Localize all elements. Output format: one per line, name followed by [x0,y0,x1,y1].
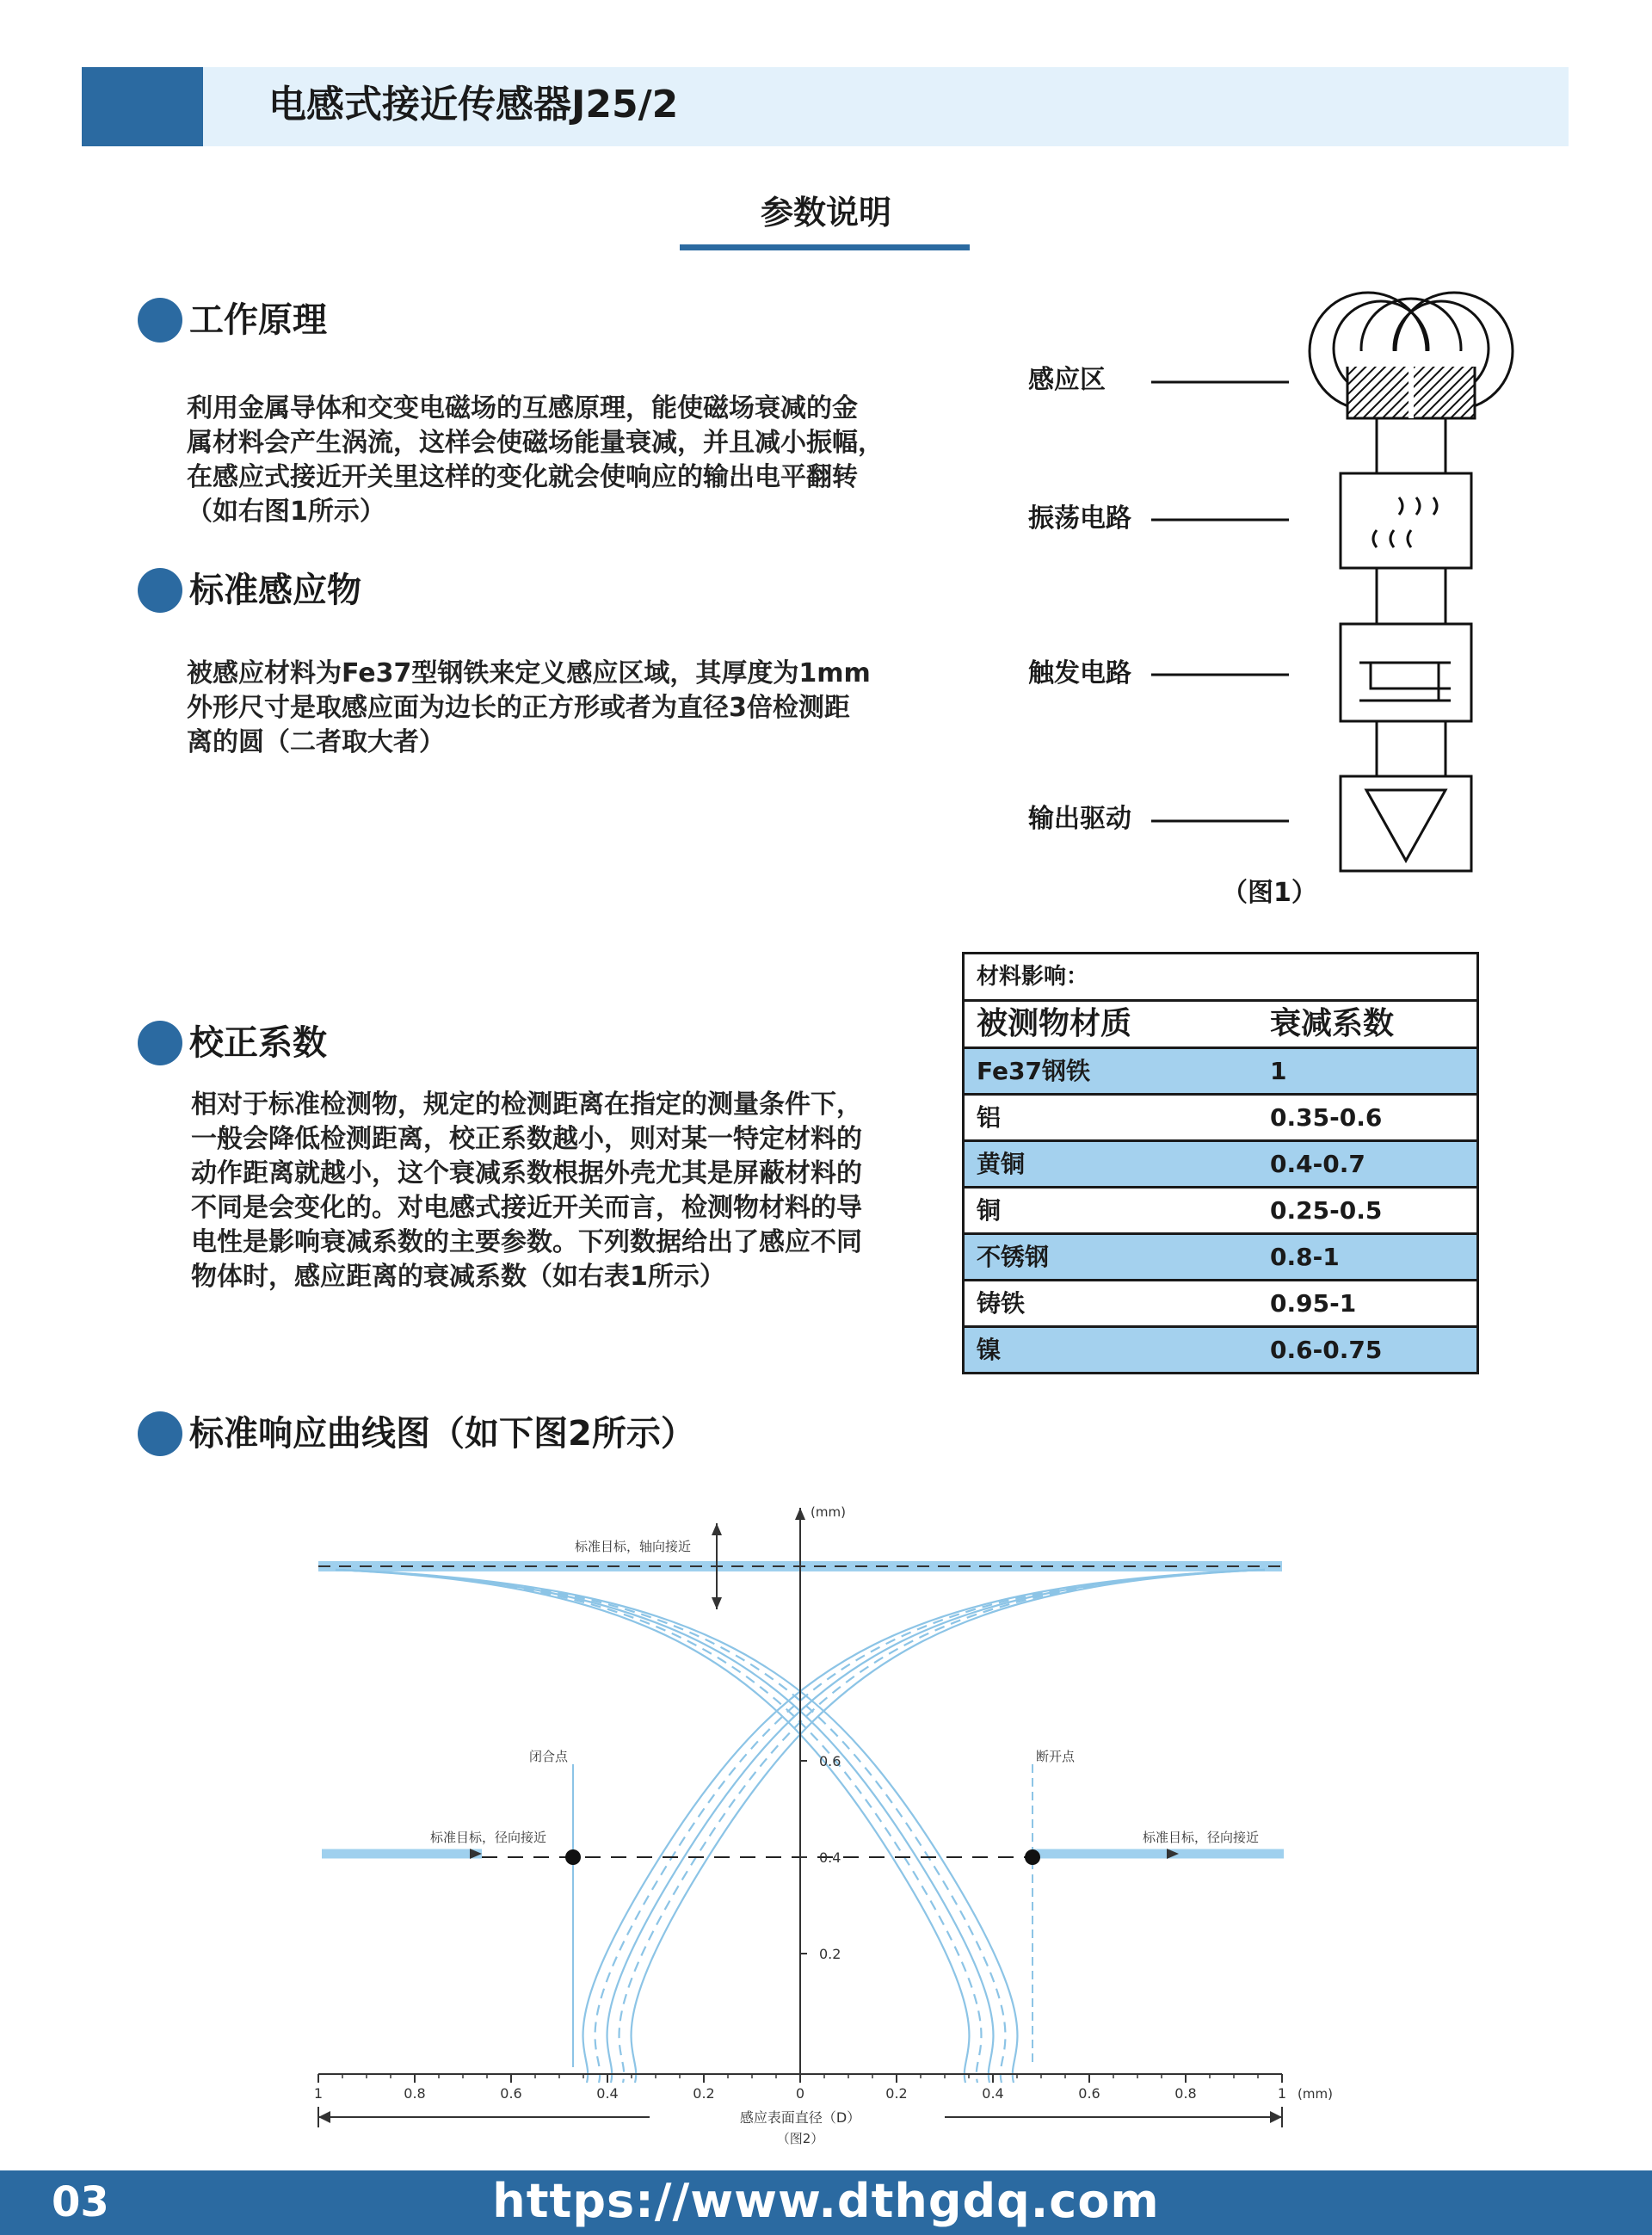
response-curve-falling [336,1570,1017,2083]
x-tick-label: 0.6 [1078,2085,1100,2102]
header-accent-block [82,67,203,146]
table-row [965,1281,1476,1328]
x-tick-label: 0.8 [404,2085,426,2102]
cell-material: Fe37钢铁 [977,1057,1090,1085]
table-row [965,1189,1476,1235]
table-row [965,1142,1476,1189]
x-tick-label: 0 [795,2085,805,2102]
paragraph-line: 离的圆（二者取大者） [187,727,445,757]
x-tick-label: 0.4 [982,2085,1004,2102]
material-table [962,952,1479,1374]
page-number: 03 [52,2178,109,2226]
heading-response-curve [138,1411,695,1456]
close-point-dot [565,1849,581,1865]
arrowhead-right-icon [1270,2111,1282,2123]
table-caption: 材料影响： [965,954,1476,1002]
paragraph-line: 不同是会变化的。对电感式接近开关而言，检测物材料的导 [191,1193,862,1223]
heading-text: 标准感应物 [189,571,361,610]
label-sensing-zone: 感应区 [1028,365,1106,395]
paragraph-line: 在感应式接近开关里这样的变化就会使响应的输出电平翻转 [187,462,858,492]
paragraph-line: 被感应材料为Fe37型钢铁来定义感应区域，其厚度为1mm [187,658,871,688]
table-header-row [965,1002,1476,1049]
x-tick-label: 1 [313,2085,324,2102]
response-curve-falling [336,1570,993,2083]
paragraph-line: 利用金属导体和交变电磁场的互感原理，能使磁场衰减的金 [187,393,858,423]
footer-url: https://www.dthgdq.com [492,2174,1160,2228]
connector-lines [1377,418,1446,776]
response-curve-rising [583,1570,1265,2083]
working-principle-paragraph [187,392,884,529]
figure1-block-diagram [1144,275,1523,878]
response-curve-falling [336,1570,981,2083]
response-curve-rising [632,1570,1265,2083]
response-curve-rising [595,1570,1265,2083]
trigger-block [1341,624,1471,721]
bullet-dot-icon [138,1411,182,1456]
label-trigger: 触发电路 [1028,658,1131,688]
cell-factor: 0.95-1 [1270,1289,1357,1318]
column-header-material: 被测物材质 [977,1006,1132,1041]
bullet-dot-icon [138,568,182,613]
axial-target-label: 标准目标，轴向接近 [575,1539,692,1554]
paragraph-line: 物体时，感应距离的衰减系数（如右表1所示） [191,1262,725,1292]
label-oscillator: 振荡电路 [1028,503,1131,534]
cell-factor: 1 [1270,1057,1287,1085]
cell-factor: 0.4-0.7 [1270,1150,1365,1178]
x-tick-label: 0.2 [693,2085,715,2102]
column-header-factor: 衰减系数 [1270,1006,1395,1041]
section-title: 参数说明 [760,194,891,232]
correction-paragraph [191,1088,862,1294]
cell-material: 铸铁 [977,1289,1026,1318]
paragraph-line: 动作距离就越小，这个衰减系数根据外壳尤其是屏蔽材料的 [191,1158,862,1189]
response-curve-falling [336,1570,969,2083]
figure1-caption: （图1） [1222,878,1317,908]
x-tick-label: 0.6 [500,2085,522,2102]
table-row [965,1328,1476,1372]
cell-material: 镍 [977,1336,1002,1364]
y-axis-arrow-icon [795,1508,805,1520]
heading-correction-factor [138,1021,327,1065]
response-curve-rising [607,1570,1265,2083]
cell-material: 黄铜 [977,1150,1026,1178]
open-point-label: 断开点 [1036,1749,1076,1764]
x-tick-label: 0.2 [885,2085,908,2102]
bullet-dot-icon [138,298,182,343]
x-tick-label: 0.8 [1174,2085,1197,2102]
heading-standard-target [138,568,361,613]
oscillator-block [1341,473,1471,568]
radial-target-label-right: 标准目标，径向接近 [1143,1830,1260,1845]
table-row [965,1235,1476,1281]
page-title: 电感式接近传感器J25/2 [268,83,679,127]
cell-material: 铝 [977,1103,1002,1132]
paragraph-line: 一般会降低检测距离，校正系数越小，则对某一特定材料的 [191,1124,862,1154]
y-tick-label: 0.4 [819,1849,841,1866]
y-tick-label: 0.6 [819,1753,841,1769]
cell-material: 不锈钢 [977,1243,1050,1271]
figure2-caption: （图2） [776,2131,824,2146]
cell-factor: 0.35-0.6 [1270,1103,1383,1132]
open-point-dot [1025,1849,1040,1865]
x-tick-label: 1 [1277,2085,1287,2102]
heading-text: 标准响应曲线图（如下图2所示） [189,1414,695,1454]
paragraph-line: 外形尺寸是取感应面为边长的正方形或者为直径3倍检测距 [187,693,850,723]
cell-factor: 0.25-0.5 [1270,1196,1383,1225]
cell-factor: 0.6-0.75 [1270,1336,1383,1364]
close-point-label: 闭合点 [529,1749,569,1764]
cell-factor: 0.8-1 [1270,1243,1340,1271]
bullet-dot-icon [138,1021,182,1065]
arrowhead-down-icon [712,1597,722,1609]
standard-target-paragraph [187,657,871,760]
arrowhead-up-icon [712,1523,722,1535]
paragraph-line: 属材料会产生涡流，这样会使磁场能量衰减，并且减小振幅， [187,428,884,458]
label-output-driver: 输出驱动 [1028,804,1131,834]
section-title-underline [680,244,970,250]
y-axis-unit: (mm) [811,1504,846,1520]
paragraph-line: 电性是影响衰减系数的主要参数。下列数据给出了感应不同 [191,1227,862,1257]
radial-target-label-left: 标准目标，径向接近 [430,1830,547,1845]
y-tick-label: 0.2 [819,1946,841,1962]
arrowhead-left-icon [318,2111,330,2123]
heading-working-principle [138,298,327,343]
response-curve-rising [620,1570,1265,2083]
leader-lines [1151,382,1289,821]
paragraph-line: （如右图1所示） [187,497,385,527]
x-tick-label: 0.4 [596,2085,619,2102]
table-row [965,1049,1476,1096]
table-row [965,1096,1476,1142]
paragraph-line: 相对于标准检测物，规定的检测距离在指定的测量条件下， [191,1090,862,1120]
response-curve-falling [336,1570,1005,2083]
heading-text: 工作原理 [189,300,327,340]
x-axis-title: 感应表面直径（D） [739,2109,861,2126]
cell-material: 铜 [977,1196,1002,1225]
figure2-response-curve [310,1489,1359,2146]
x-axis-unit: (mm) [1298,2086,1333,2102]
heading-text: 校正系数 [189,1023,327,1063]
